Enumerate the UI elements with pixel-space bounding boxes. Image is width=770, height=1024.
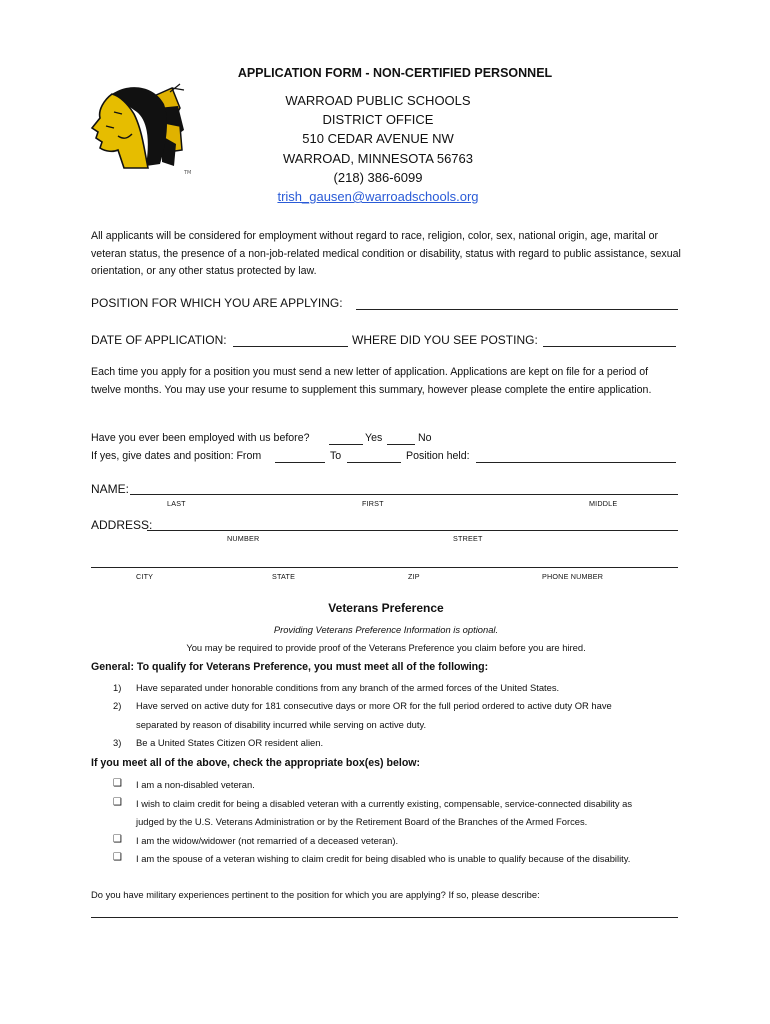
- option-non-disabled: I am a non-disabled veteran.: [136, 779, 255, 790]
- requirement-number: 2): [113, 700, 122, 711]
- posting-input-line[interactable]: [543, 346, 676, 347]
- general-requirements-heading: General: To qualify for Veterans Preference, you must meet all of the following:: [91, 661, 489, 673]
- option-disabled-veteran: I wish to claim credit for being a disabled veteran with a currently existing, compensable, service-connected disability as: [136, 798, 633, 809]
- requirement-number: 3): [113, 737, 122, 748]
- first-name-caption: FIRST: [362, 499, 384, 508]
- option-widow: I am the widow/widower (not remarried of a deceased veteran).: [136, 835, 399, 846]
- requirement-number: 1): [113, 682, 122, 693]
- email-container: [244, 189, 512, 204]
- equal-opportunity-statement: All applicants will be considered for employment without regard to race, religion, color, sex, national origin, age, marital or veteran status, the presence of a non-job-related medical condition or disability, status with regard to public assistance, sexual orientation, or any other status protected by law.: [91, 230, 681, 277]
- position-held-label: Position held:: [406, 450, 470, 462]
- checkbox-disabled-veteran[interactable]: ❑: [113, 797, 122, 808]
- option-spouse: I am the spouse of a veteran wishing to claim credit for being disabled who is unable to qualify because of the disability.: [136, 853, 631, 864]
- name-input-line[interactable]: [130, 494, 678, 495]
- application-instructions: Each time you apply for a position you must send a new letter of application. Applications are kept on file for a period of twelve months. You may use your resume to supplement this summary, however please complete the entire application.: [91, 366, 652, 396]
- to-date-line[interactable]: [347, 462, 401, 463]
- option-disabled-veteran-continued: judged by the U.S. Veterans Administration or by the Retirement Board of the Branches of the Armed Forces.: [136, 816, 588, 827]
- phone-number: (218) 386-6099: [333, 170, 423, 185]
- middle-name-caption: MIDDLE: [589, 499, 618, 508]
- state-caption: STATE: [272, 572, 296, 581]
- checkbox-non-disabled[interactable]: ❑: [113, 778, 122, 789]
- checkbox-spouse[interactable]: ❑: [113, 852, 122, 863]
- indian-head-logo-icon: [84, 78, 194, 178]
- form-title: APPLICATION FORM - NON-CERTIFIED PERSONNEL: [237, 66, 553, 80]
- requirement-text-continued: separated by reason of disability incurred while serving on active duty.: [136, 719, 427, 730]
- employed-before-question: Have you ever been employed with us before?: [91, 432, 310, 444]
- veterans-optional-note: Providing Veterans Preference Information is optional.: [273, 624, 499, 635]
- checkbox-widow[interactable]: ❑: [113, 834, 122, 845]
- military-experience-line[interactable]: [91, 917, 678, 918]
- street-caption: STREET: [453, 534, 483, 543]
- employed-no-label: No: [418, 432, 432, 444]
- requirement-text: Have served on active duty for 181 consecutive days or more OR for the full period ordered to active duty OR have: [136, 700, 612, 711]
- street-address: 510 CEDAR AVENUE NW: [302, 131, 454, 146]
- requirement-text: Be a United States Citizen OR resident alien.: [136, 737, 324, 748]
- address-input-line[interactable]: [147, 530, 678, 531]
- city-state-zip-line[interactable]: [91, 567, 678, 568]
- check-boxes-heading: If you meet all of the above, check the appropriate box(es) below:: [91, 757, 421, 769]
- employed-yes-line[interactable]: [329, 444, 363, 445]
- veterans-proof-note: You may be required to provide proof of the Veterans Preference you claim before you are hired.: [186, 642, 586, 653]
- svg-text:TM: TM: [184, 170, 192, 176]
- phone-caption: PHONE NUMBER: [542, 572, 604, 581]
- to-label: To: [330, 450, 342, 462]
- number-caption: NUMBER: [227, 534, 260, 543]
- dates-from-label: If yes, give dates and position: From: [91, 450, 262, 462]
- zip-caption: ZIP: [408, 572, 420, 581]
- veterans-heading: Veterans Preference: [328, 601, 444, 615]
- email-link[interactable]: trish_gausen@warroadschools.org: [277, 189, 479, 204]
- name-label: NAME:: [91, 482, 130, 496]
- employed-no-line[interactable]: [387, 444, 415, 445]
- requirement-text: Have separated under honorable conditions from any branch of the armed forces of the United States.: [136, 682, 560, 693]
- school-name: WARROAD PUBLIC SCHOOLS: [285, 93, 471, 108]
- date-label: DATE OF APPLICATION:: [91, 333, 227, 347]
- city-state-zip: WARROAD, MINNESOTA 56763: [283, 151, 473, 166]
- address-label: ADDRESS:: [91, 518, 153, 532]
- position-input-line[interactable]: [356, 309, 678, 310]
- city-caption: CITY: [136, 572, 154, 581]
- position-label: POSITION FOR WHICH YOU ARE APPLYING:: [91, 296, 343, 310]
- last-name-caption: LAST: [167, 499, 186, 508]
- position-held-line[interactable]: [476, 462, 676, 463]
- office-name: DISTRICT OFFICE: [322, 112, 434, 127]
- employed-yes-label: Yes: [365, 432, 383, 444]
- from-date-line[interactable]: [275, 462, 325, 463]
- military-experience-question: Do you have military experiences pertinent to the position for which you are applying? If so, please describe:: [91, 889, 540, 900]
- date-input-line[interactable]: [233, 346, 348, 347]
- posting-label: WHERE DID YOU SEE POSTING:: [352, 333, 538, 347]
